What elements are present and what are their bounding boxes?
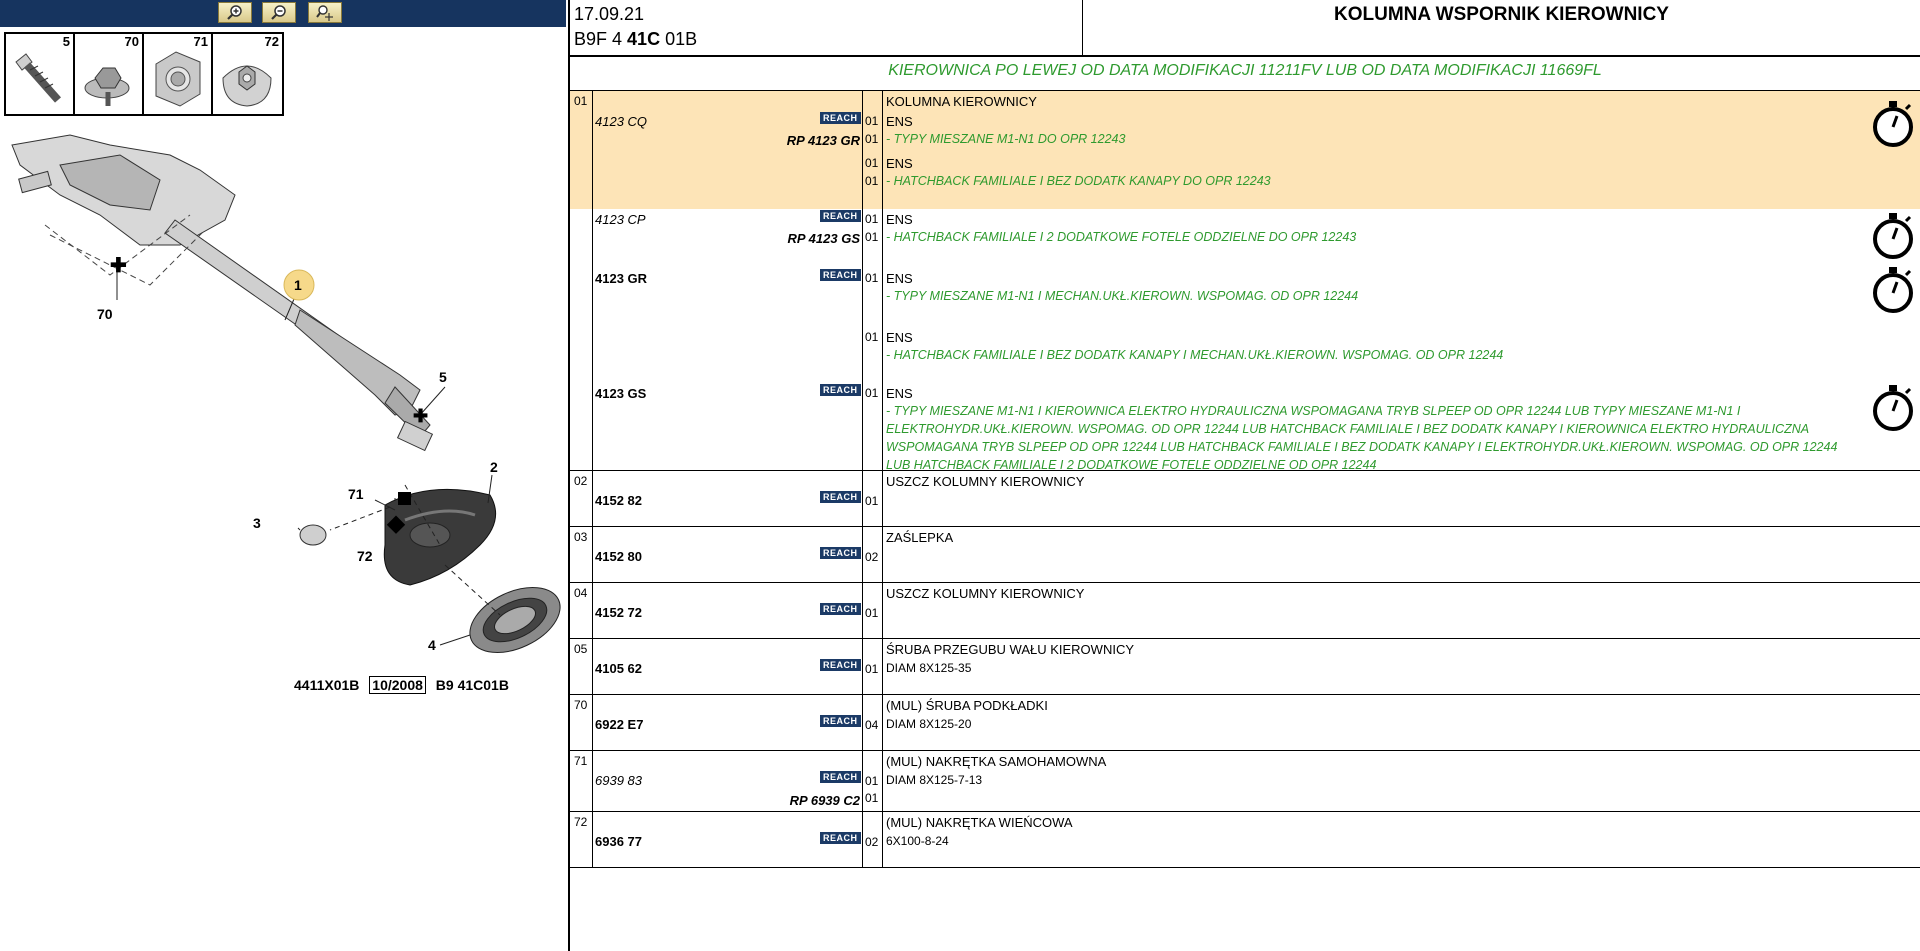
part-title: (MUL) NAKRĘTKA SAMOHAMOWNA (886, 754, 1107, 769)
part-number[interactable]: 6939 83 (595, 773, 642, 788)
ref-b9: B9 41C01B (435, 677, 509, 693)
zoom-out-icon (270, 4, 288, 22)
col-divider (592, 583, 593, 638)
callout-2[interactable]: 2 (490, 459, 498, 475)
table-group-72 (570, 811, 1920, 868)
zoom-move-icon (316, 4, 334, 22)
item-number: 03 (574, 530, 588, 544)
part-desc: ENS (886, 271, 913, 286)
reach-badge[interactable]: REACH (820, 112, 861, 124)
item-number: 71 (574, 754, 588, 768)
thumb-72[interactable] (213, 34, 282, 114)
col-divider (882, 91, 883, 470)
plug-drawing (300, 525, 326, 545)
part-spec: DIAM 8X125-35 (886, 661, 972, 675)
col-divider (862, 527, 863, 582)
quantity: 01 (865, 132, 879, 146)
callout-70[interactable]: 70 (97, 306, 113, 322)
reach-badge[interactable]: REACH (820, 603, 861, 615)
part-number[interactable]: 4123 GS (595, 386, 647, 401)
col-divider (882, 751, 883, 811)
table-group-03 (570, 526, 1920, 583)
applicability-note: - HATCHBACK FAMILIALE I BEZ DODATK KANAPY I MECHAN.UKŁ.KIEROWN. WSPOMAG. OD OPR 12244 (886, 348, 1504, 362)
col-divider (882, 471, 883, 526)
quantity: 01 (865, 156, 879, 170)
flange-nut-icon (217, 48, 277, 110)
part-title: USZCZ KOLUMNY KIEROWNICY (886, 586, 1085, 601)
item-number: 02 (574, 474, 588, 488)
replacement-part[interactable]: RP 6939 C2 (789, 793, 860, 808)
exploded-diagram[interactable] (0, 125, 566, 705)
seal-ring-drawing (460, 574, 566, 665)
quantity: 01 (865, 271, 879, 285)
part-number[interactable]: 4123 GR (595, 271, 648, 286)
col-divider (882, 639, 883, 694)
reach-badge[interactable]: REACH (820, 715, 861, 727)
part-desc: ENS (886, 212, 913, 227)
col-divider (862, 751, 863, 811)
replacement-part[interactable]: RP 4123 GR (786, 133, 860, 148)
item-number: 70 (574, 698, 588, 712)
callout-4[interactable]: 4 (428, 637, 436, 653)
item-number: 01 (574, 94, 588, 108)
part-number[interactable]: 4152 72 (595, 605, 642, 620)
table-group-70 (570, 694, 1920, 751)
stopwatch-icon[interactable] (1868, 97, 1918, 149)
thumb-number: 5 (62, 34, 70, 49)
col-divider (592, 471, 593, 526)
parts-table (570, 91, 1920, 868)
col-divider (882, 812, 883, 867)
thumb-71[interactable] (144, 34, 213, 114)
reach-badge[interactable]: REACH (820, 491, 861, 503)
part-title: (MUL) ŚRUBA PODKŁADKI (886, 698, 1048, 713)
part-spec: DIAM 8X125-7-13 (886, 773, 983, 787)
quantity: 01 (865, 774, 879, 788)
code-bold: 41C (627, 29, 661, 49)
cross-marker-5: ✚ (413, 406, 429, 426)
page-title: KOLUMNA WSPORNIK KIEROWNICY (1334, 4, 1669, 25)
col-divider (862, 583, 863, 638)
table-group-71 (570, 750, 1920, 812)
quantity: 01 (865, 330, 879, 344)
thumb-number: 70 (124, 34, 139, 49)
part-title: ZAŚLEPKA (886, 530, 954, 545)
reach-badge[interactable]: REACH (820, 832, 861, 844)
quantity: 02 (865, 835, 879, 849)
stopwatch-icon[interactable] (1868, 209, 1918, 261)
header-code (574, 29, 697, 50)
part-title: (MUL) NAKRĘTKA WIEŃCOWA (886, 815, 1073, 830)
zoom-out-button[interactable] (262, 2, 296, 23)
callout-5[interactable]: 5 (439, 369, 447, 385)
reach-badge[interactable]: REACH (820, 210, 861, 222)
nut-icon (148, 48, 208, 110)
screw-icon (10, 48, 70, 110)
quantity: 01 (865, 386, 879, 400)
table-group-05 (570, 638, 1920, 695)
replacement-part[interactable]: RP 4123 GS (787, 231, 860, 246)
quantity: 01 (865, 230, 879, 244)
steering-column-drawing (12, 135, 432, 450)
part-number[interactable]: 4123 CP (595, 212, 646, 227)
table-group-04 (570, 582, 1920, 639)
quantity: 01 (865, 606, 879, 620)
quantity: 01 (865, 212, 879, 226)
col-divider (862, 471, 863, 526)
col-divider (862, 812, 863, 867)
thumb-number: 71 (193, 34, 208, 49)
pan-zoom-button[interactable] (308, 2, 342, 23)
table-group-02 (570, 470, 1920, 527)
part-number[interactable]: 4105 62 (595, 661, 642, 676)
quantity: 01 (865, 174, 879, 188)
reach-badge[interactable]: REACH (820, 269, 861, 281)
header-left (570, 0, 1083, 55)
applicability-note: - HATCHBACK FAMILIALE I BEZ DODATK KANAPY DO OPR 12243 (886, 174, 1271, 188)
ref-code: 4411X01B (294, 677, 360, 693)
applicability-note: - TYPY MIESZANE M1-N1 I MECHAN.UKŁ.KIEROWN. WSPOMAG. OD OPR 12244 (886, 289, 1359, 303)
stopwatch-icon[interactable] (1868, 263, 1918, 315)
zoom-in-button[interactable] (218, 2, 252, 23)
item-number: 04 (574, 586, 588, 600)
part-spec: DIAM 8X125-20 (886, 717, 972, 731)
reach-badge[interactable]: REACH (820, 659, 861, 671)
thumb-number: 72 (264, 34, 279, 49)
quantity: 02 (865, 550, 879, 564)
part-desc: ENS (886, 114, 913, 129)
col-divider (592, 751, 593, 811)
callout-3[interactable]: 3 (253, 515, 261, 531)
callout-72[interactable]: 72 (357, 548, 373, 564)
col-divider (592, 91, 593, 470)
callout-1[interactable]: 1 (294, 277, 302, 293)
part-title: ŚRUBA PRZEGUBU WAŁU KIEROWNICY (886, 642, 1134, 657)
col-divider (882, 527, 883, 582)
part-title: KOLUMNA KIEROWNICY (886, 94, 1037, 109)
applicability-note: - TYPY MIESZANE M1-N1 DO OPR 12243 (886, 132, 1126, 146)
col-divider (592, 812, 593, 867)
thumb-70[interactable] (75, 34, 144, 114)
diagram-reference (294, 677, 515, 693)
callout-71[interactable]: 71 (348, 486, 364, 502)
part-desc: ENS (886, 386, 913, 401)
part-number[interactable]: 6922 E7 (595, 717, 644, 732)
part-desc: ENS (886, 156, 913, 171)
header-date: 17.09.21 (574, 4, 645, 24)
col-divider (862, 91, 863, 470)
part-number[interactable]: 4123 CQ (595, 114, 648, 129)
ref-date: 10/2008 (369, 676, 426, 694)
parts-list-panel (570, 0, 1920, 951)
col-divider (592, 527, 593, 582)
highlighted-row (570, 91, 1920, 209)
thumb-5[interactable] (6, 34, 75, 114)
quantity: 01 (865, 114, 879, 128)
square-marker-71 (398, 492, 411, 505)
quantity: 01 (865, 662, 879, 676)
part-desc: ENS (886, 330, 913, 345)
code-suffix: 01B (665, 29, 698, 49)
table-group-01 (570, 90, 1920, 471)
reach-badge[interactable]: REACH (820, 771, 861, 783)
part-spec: 6X100-8-24 (886, 834, 949, 848)
zoom-in-icon (226, 4, 244, 22)
cross-marker-70: ✚ (110, 255, 127, 277)
part-number[interactable]: 4152 80 (595, 549, 642, 564)
part-number[interactable]: 4152 82 (595, 493, 642, 508)
col-divider (592, 639, 593, 694)
part-title: USZCZ KOLUMNY KIEROWNICY (886, 474, 1085, 489)
illustration-panel (0, 0, 568, 951)
item-number: 05 (574, 642, 588, 656)
reach-badge[interactable]: REACH (820, 547, 861, 559)
part-number[interactable]: 6936 77 (595, 834, 642, 849)
stopwatch-icon[interactable] (1868, 381, 1918, 433)
part-thumbnails (4, 32, 284, 116)
page-header (570, 0, 1920, 57)
col-divider (862, 695, 863, 750)
applicability-note: - TYPY MIESZANE M1-N1 I KIEROWNICA ELEKTRO HYDRAULICZNA WSPOMAGANA TRYB SLPEEP OD OPR 12244 LUB TYPY MIESZANE M1-N1 I ELEKTROHYDR.UKŁ.KIEROWN. WSPOMAG. OD OPR 12244 LUB HATCHBACK FAMILIALE I BEZ DODATK KANAPY I KIEROWNICA ELEKTRO HYDRAULICZNA WSPOMAGANA TRYB SLPEEP OD OPR 12244 LUB HATCHBACK FAMILIALE I BEZ DODATK KANAPY I ELEKTROHYDR.UKŁ.KIEROWN. WSPOMAG. OD OPR 12244 LUB HATCHBACK FAMILIALE I 2 DODATKOWE FOTELE ODDZIELNE OD OPR 12244 (886, 404, 1838, 472)
zoom-toolbar (0, 0, 566, 27)
col-divider (882, 695, 883, 750)
quantity: 04 (865, 718, 879, 732)
col-divider (882, 583, 883, 638)
applicability-note: - HATCHBACK FAMILIALE I 2 DODATKOWE FOTELE ODDZIELNE DO OPR 12243 (886, 230, 1357, 244)
code-prefix: B9F 4 (574, 29, 623, 49)
quantity: 01 (865, 791, 879, 805)
applicability-subtitle: KIEROWNICA PO LEWEJ OD DATA MODIFIKACJI 11211FV LUB OD DATA MODIFIKACJI 11669FL (888, 62, 1602, 79)
col-divider (592, 695, 593, 750)
col-divider (862, 639, 863, 694)
reach-badge[interactable]: REACH (820, 384, 861, 396)
washer-screw-icon (79, 48, 139, 110)
item-number: 72 (574, 815, 588, 829)
quantity: 01 (865, 494, 879, 508)
